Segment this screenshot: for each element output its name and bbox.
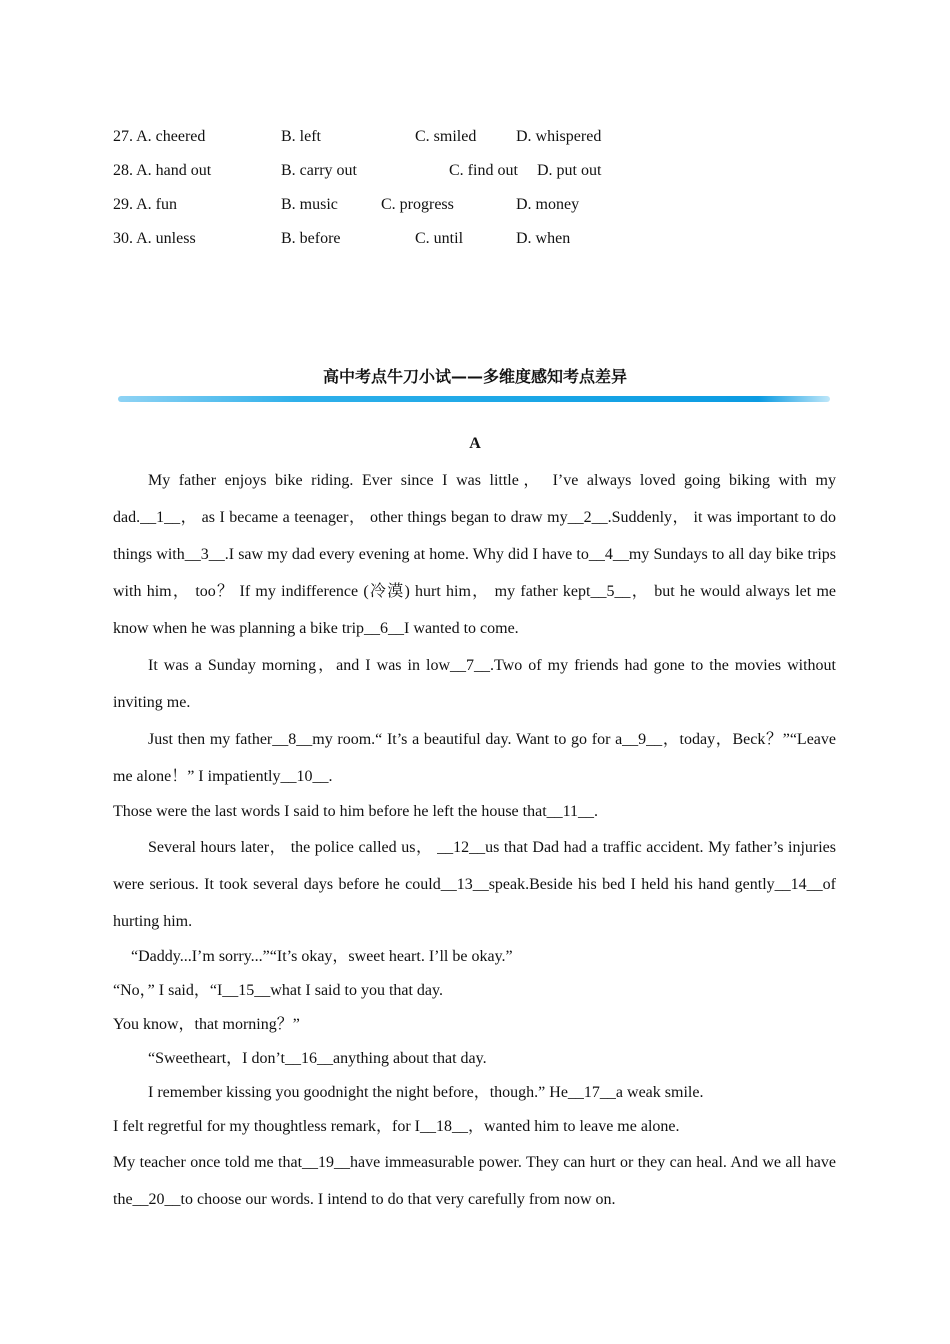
paragraph-2: It was a Sunday morning，and I was in low__7__.Two of my friends had gone to the movies without inviting me.	[113, 657, 836, 711]
option-c: C. until	[415, 230, 464, 247]
paragraph-9: “Sweetheart，I don’t__16__anything about that day.	[148, 1050, 487, 1067]
option-d: D. put out	[537, 162, 602, 179]
paragraph-3: Just then my father__8__my room.“ It’s a beautiful day. Want to go for a__9__，today，Beck？”“Leave me alone！” I impatiently__10__.	[113, 731, 836, 785]
option-c: C. smiled	[415, 128, 477, 145]
option-b: B. left	[281, 128, 321, 145]
option-row-28	[113, 160, 733, 182]
option-c: C. find out	[449, 162, 518, 179]
option-a: 27. A. cheered	[113, 128, 206, 145]
section-title: 高中考点牛刀小试——多维度感知考点差异	[322, 367, 627, 386]
option-a: 28. A. hand out	[113, 162, 212, 179]
option-d: D. money	[516, 196, 580, 213]
option-row-30	[113, 228, 733, 250]
paragraph-6: “Daddy...I’m sorry...”“It’s okay，sweet heart. I’ll be okay.”	[131, 948, 513, 965]
paragraph-7: “No，” I said，“I__15__what I said to you that day.	[113, 982, 443, 999]
option-a: 30. A. unless	[113, 230, 196, 247]
option-a: 29. A. fun	[113, 196, 177, 213]
paragraph-8: You know，that morning？”	[113, 1016, 300, 1033]
option-b: B. carry out	[281, 162, 357, 179]
title-divider-bar	[118, 396, 830, 402]
option-d: D. whispered	[516, 128, 602, 145]
option-d: D. when	[516, 230, 571, 247]
option-b: B. before	[281, 230, 341, 247]
option-row-29	[113, 194, 733, 216]
option-b: B. music	[281, 196, 338, 213]
passage-body	[113, 462, 836, 1218]
option-row-27	[113, 126, 733, 148]
paragraph-11: I felt regretful for my thoughtless remark，for I__18__，wanted him to leave me alone.	[113, 1118, 680, 1135]
paragraph-1: My father enjoys bike riding. Ever since I was little， I’ve always loved going biking with my dad.__1__， as I became a teenager， other things began to draw my__2__.Suddenly， it was important to do things with__3__.I saw my dad every evening at home. Why did I have to__4__my Sundays to all day bike trips with him， too？ If my indifference (冷漠) hurt him， my father kept__5__， but he would always let me know when he was planning a bike trip__6__I wanted to come.	[113, 472, 836, 637]
paragraph-10: I remember kissing you goodnight the night before，though.” He__17__a weak smile.	[148, 1084, 704, 1101]
paragraph-12: My teacher once told me that__19__have immeasurable power. They can hurt or they can heal. And we all have the__20__to choose our words. I intend to do that very carefully from now on.	[113, 1154, 836, 1208]
paragraph-5: Several hours later， the police called us， __12__us that Dad had a traffic accident. My father’s injuries were serious. It took several days before he could__13__speak.Beside his bed I held his hand gently__14__of hurting him.	[113, 839, 836, 930]
passage-label: A	[469, 435, 481, 452]
paragraph-4: Those were the last words I said to him before he left the house that__11__.	[113, 803, 599, 820]
option-c: C. progress	[381, 196, 454, 213]
